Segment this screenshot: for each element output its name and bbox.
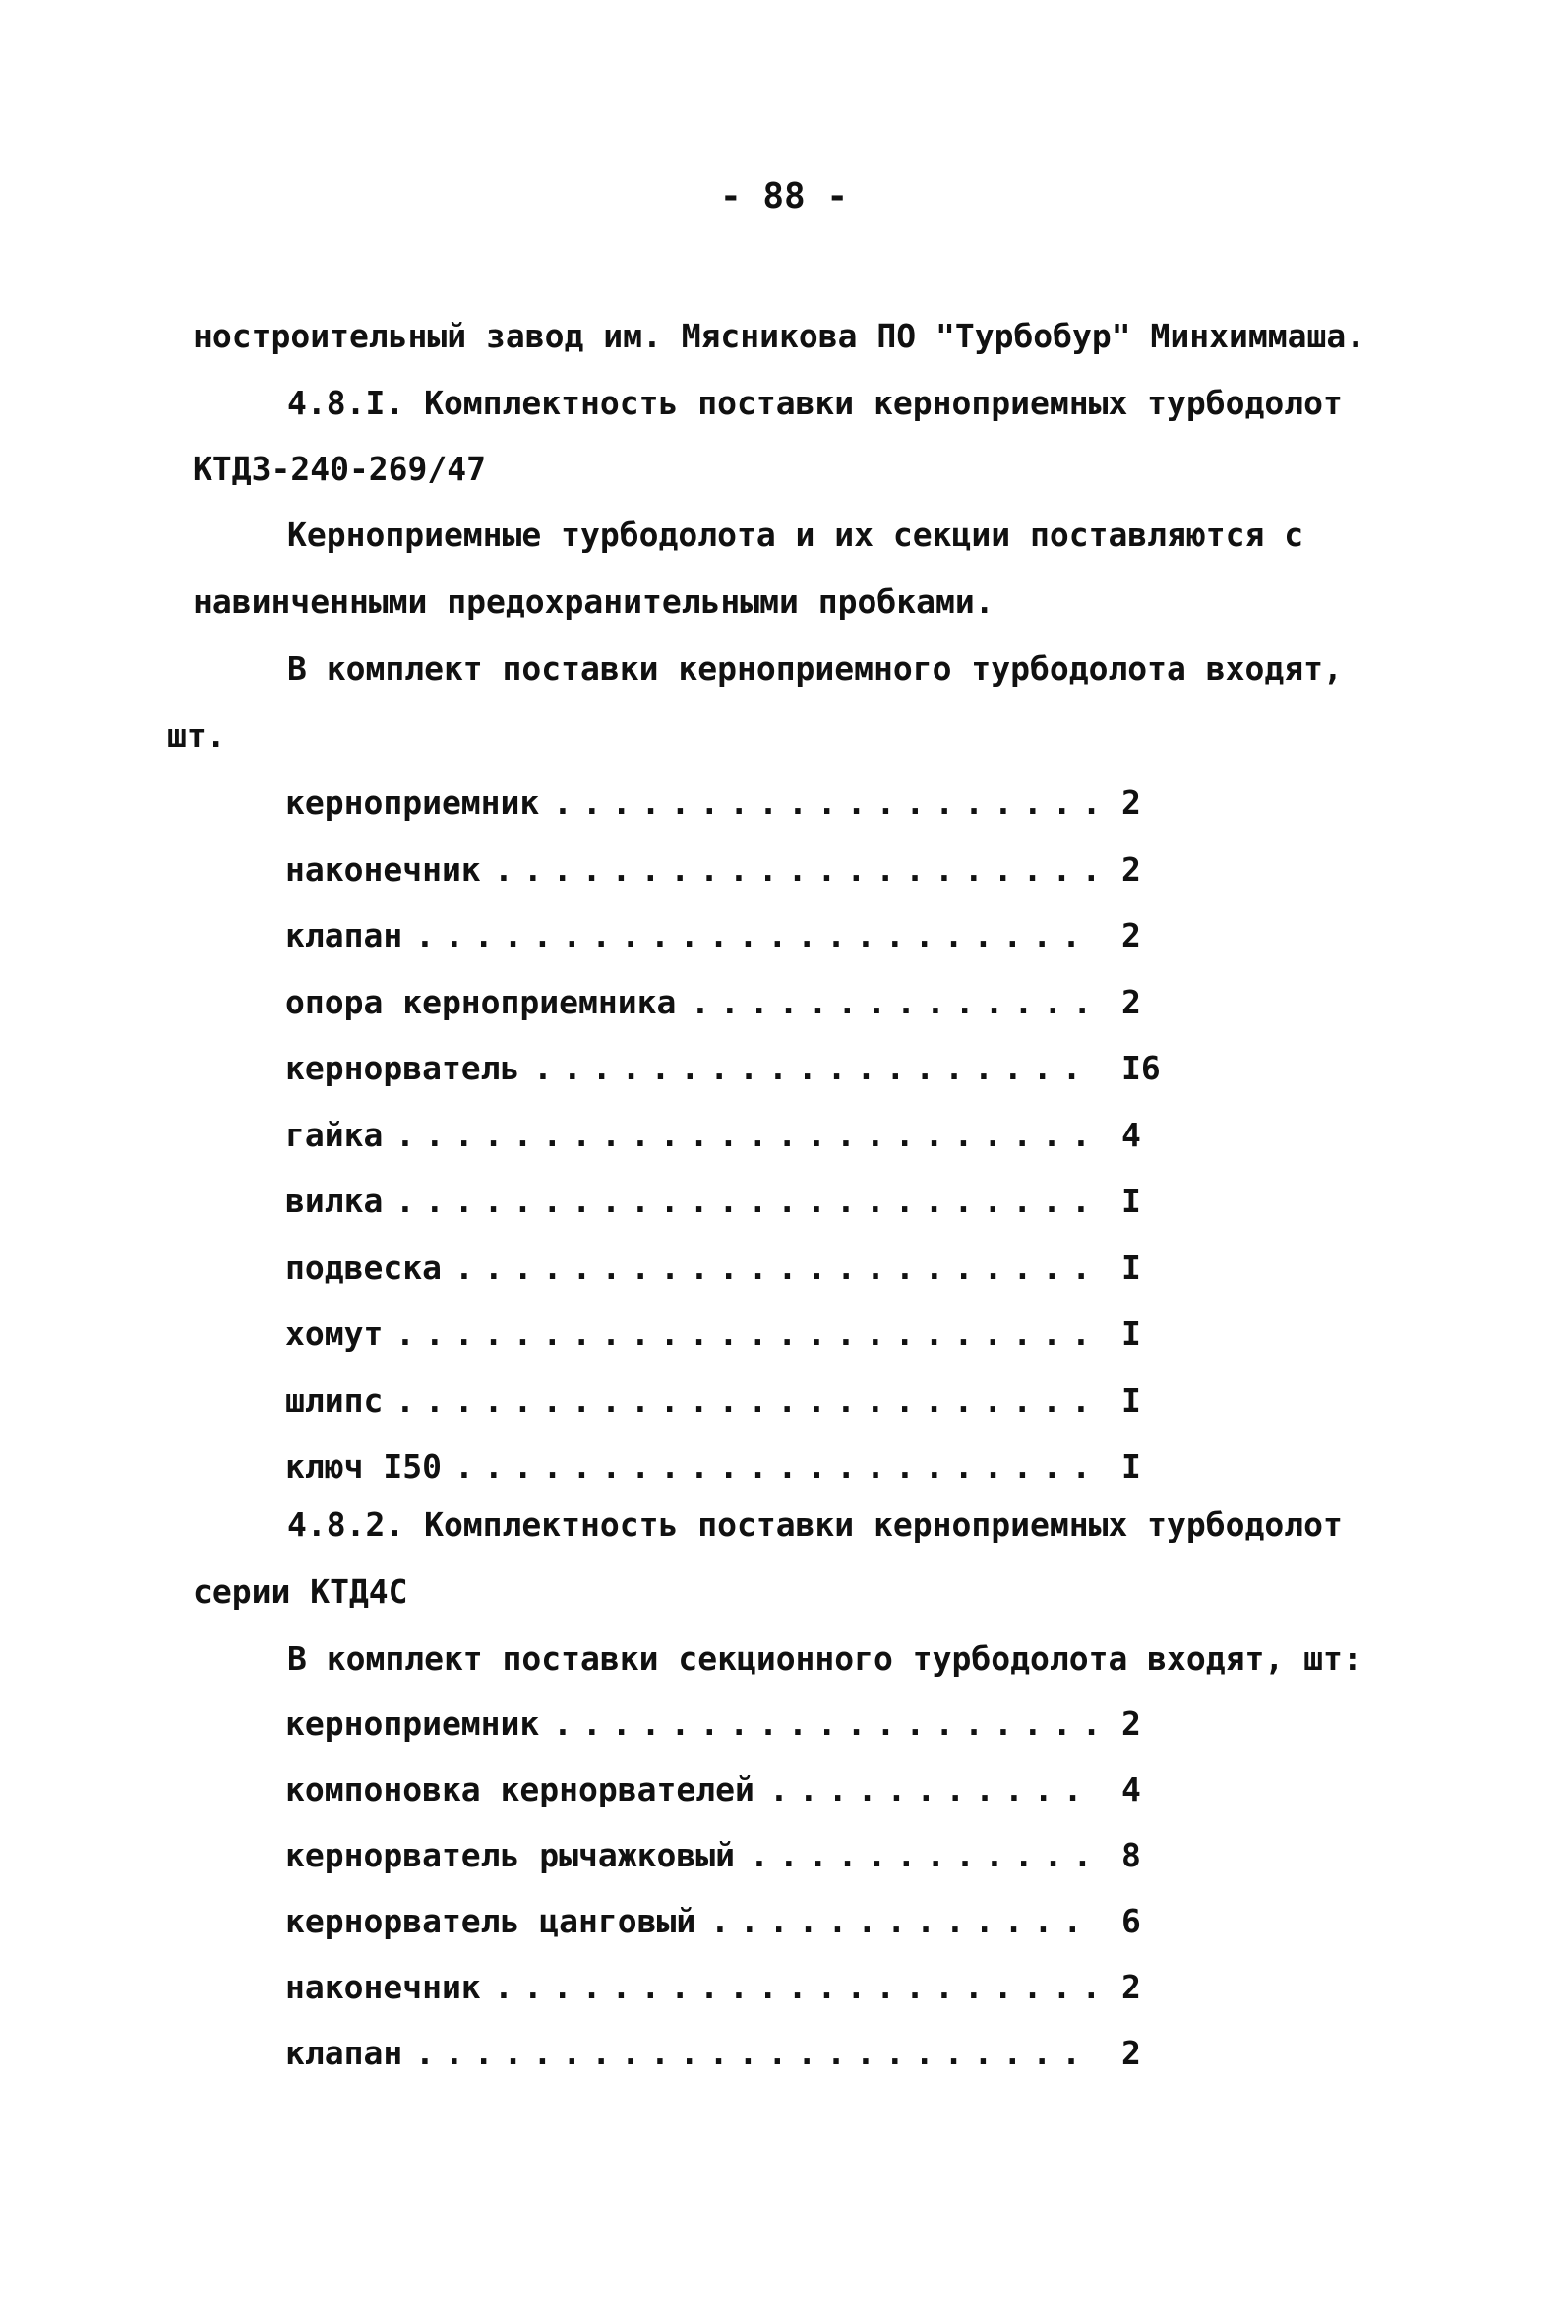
list-item-label: подвеска <box>285 1248 442 1287</box>
list-item-quantity: I <box>1121 1447 1141 1486</box>
section-heading-4-8-1-model: КТДЗ-240-269/47 <box>193 450 487 488</box>
dot-leader: ........... <box>769 1770 1093 1808</box>
list-item <box>285 1966 1171 2009</box>
dot-leader: ............ <box>750 1836 1103 1874</box>
list-item <box>285 1180 1171 1223</box>
dot-leader: .............. <box>691 982 1103 1021</box>
dot-leader: ................... <box>553 1704 1112 1743</box>
list-item-quantity: I <box>1121 1380 1141 1420</box>
section-heading-4-8-2-series: серии КТД4С <box>193 1572 408 1611</box>
page-number: - 88 - <box>719 176 849 216</box>
list-item-quantity: 4 <box>1121 1770 1141 1808</box>
list-item <box>285 1247 1171 1290</box>
list-item-quantity: 2 <box>1121 916 1141 954</box>
list-item-quantity: 2 <box>1121 1704 1141 1743</box>
list-item-label: кернорватель <box>285 1049 520 1087</box>
list-item-label: кернорватель цанговый <box>285 1902 696 1940</box>
dot-leader: ............. <box>710 1902 1093 1940</box>
dot-leader: ........................ <box>395 1115 1101 1154</box>
dot-leader: ........................ <box>395 1380 1101 1420</box>
list-item <box>285 1379 1171 1423</box>
list-item-label: наконечник <box>285 1968 481 2006</box>
list-item-quantity: 2 <box>1121 982 1141 1021</box>
list-item-label: опора керноприемника <box>285 982 677 1021</box>
dot-leader: ................... <box>533 1049 1092 1087</box>
list-item-label: керноприемник <box>285 783 540 822</box>
paragraph-delivery: Керноприемные турбодолота и их секции поставляются с <box>287 516 1304 554</box>
list-item <box>285 914 1171 957</box>
section-heading-4-8-1: 4.8.I. Комплектность поставки керноприемных турбодолот <box>287 384 1343 422</box>
list-item-quantity: 2 <box>1121 849 1141 888</box>
list-item-quantity: 2 <box>1121 783 1141 822</box>
list-item-quantity: I <box>1121 1248 1141 1287</box>
list-item-label: кернорватель рычажковый <box>285 1836 735 1874</box>
list-item-label: гайка <box>285 1115 384 1154</box>
list-item <box>285 1768 1171 1811</box>
list-item <box>285 1834 1171 1877</box>
list-item <box>285 1445 1171 1489</box>
paragraph-kit-intro: В комплект поставки керноприемного турбодолота входят, <box>287 649 1343 688</box>
dot-leader: ........................ <box>395 1182 1101 1220</box>
dot-leader: ...................... <box>454 1248 1102 1287</box>
paragraph-kit-intro-2: В комплект поставки секционного турбодолота входят, шт: <box>287 1639 1362 1678</box>
list-item <box>285 1047 1171 1090</box>
list-item-quantity: I <box>1121 1182 1141 1220</box>
paragraph-delivery-cont: навинченными предохранительными пробками. <box>193 582 995 621</box>
list-item-quantity: 2 <box>1121 2034 1141 2072</box>
list-item-quantity: I6 <box>1121 1049 1161 1087</box>
dot-leader: ..................... <box>494 849 1112 888</box>
dot-leader: ...................... <box>454 1447 1102 1486</box>
paragraph-continuation: ностроительный завод им. Мясникова ПО "Турбобур" Минхиммаша. <box>193 317 1366 355</box>
list-item <box>285 2032 1171 2075</box>
list-item <box>285 981 1171 1024</box>
list-item-label: хомут <box>285 1315 384 1353</box>
list-item-label: клапан <box>285 2034 403 2072</box>
list-item <box>285 1702 1171 1745</box>
dot-leader: ....................... <box>415 916 1091 954</box>
paragraph-kit-unit: шт. <box>167 716 226 755</box>
section-heading-4-8-2: 4.8.2. Комплектность поставки керноприемных турбодолот <box>287 1505 1343 1544</box>
dot-leader: ........................ <box>395 1315 1101 1353</box>
list-item-quantity: 2 <box>1121 1968 1141 2006</box>
list-item <box>285 1313 1171 1356</box>
list-item-label: керноприемник <box>285 1704 540 1743</box>
list-item <box>285 1900 1171 1943</box>
list-item-label: клапан <box>285 916 403 954</box>
list-item-label: наконечник <box>285 849 481 888</box>
list-item <box>285 781 1171 825</box>
list-item-label: вилка <box>285 1182 384 1220</box>
list-item <box>285 1114 1171 1157</box>
list-item-quantity: 4 <box>1121 1115 1141 1154</box>
list-item <box>285 848 1171 891</box>
dot-leader: ....................... <box>415 2034 1091 2072</box>
dot-leader: ................... <box>553 783 1112 822</box>
list-item-quantity: I <box>1121 1315 1141 1353</box>
dot-leader: ..................... <box>494 1968 1112 2006</box>
list-item-quantity: 6 <box>1121 1902 1141 1940</box>
list-item-quantity: 8 <box>1121 1836 1141 1874</box>
list-item-label: шлипс <box>285 1380 384 1420</box>
list-item-label: компоновка кернорвателей <box>285 1770 754 1808</box>
list-item-label: ключ I50 <box>285 1447 442 1486</box>
